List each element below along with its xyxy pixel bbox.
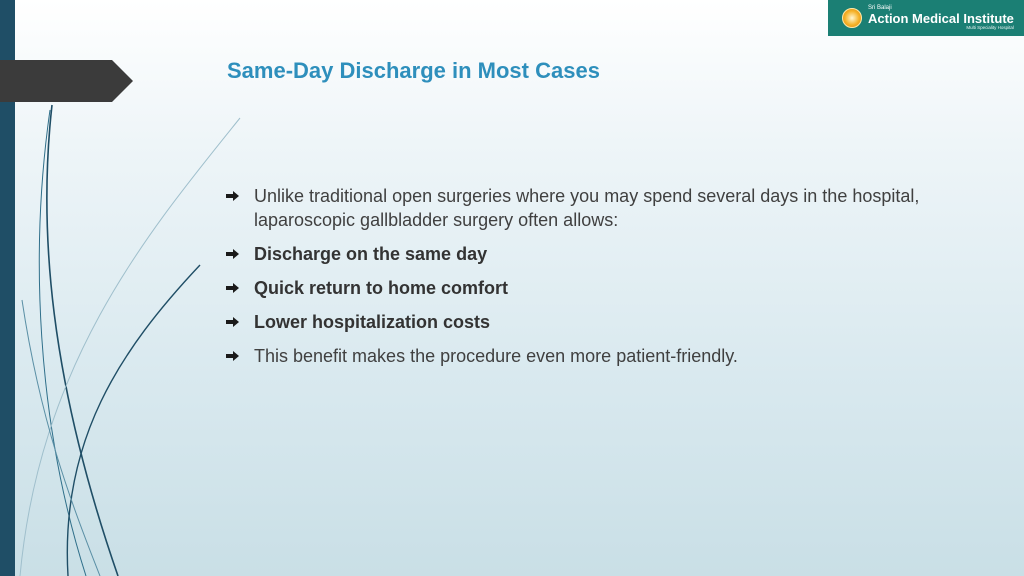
bullet-text: Quick return to home comfort bbox=[254, 278, 509, 298]
bullet-item bbox=[226, 310, 966, 334]
logo-text bbox=[868, 5, 1014, 31]
bullet-item bbox=[226, 276, 966, 300]
arrow-right-icon bbox=[226, 191, 239, 201]
arrow-right-icon bbox=[226, 249, 239, 259]
logo-small-text: Sri Balaji bbox=[868, 5, 892, 12]
slide-title: Same-Day Discharge in Most Cases bbox=[227, 58, 600, 83]
logo-subtitle: Multi Speciality Hospital bbox=[966, 25, 1014, 31]
bullet-item bbox=[226, 184, 966, 232]
sun-emblem-icon bbox=[842, 8, 862, 28]
bullet-text: Lower hospitalization costs bbox=[254, 312, 491, 332]
logo-name: Action Medical Institute bbox=[868, 11, 1014, 27]
bullet-text: Discharge on the same day bbox=[254, 244, 488, 264]
bullet-item bbox=[226, 242, 966, 266]
arrow-right-icon bbox=[226, 317, 239, 327]
arrow-right-icon bbox=[226, 351, 239, 361]
bullet-item bbox=[226, 344, 966, 368]
bullet-text: Unlike traditional open surgeries where you may spend several days in the hospital, laparoscopic gallbladder surgery often allows: bbox=[254, 186, 920, 230]
bullet-list bbox=[226, 184, 966, 378]
arrow-right-icon bbox=[226, 283, 239, 293]
bullet-text: This benefit makes the procedure even more patient-friendly. bbox=[254, 346, 738, 366]
hospital-logo bbox=[828, 0, 1024, 36]
title-tab bbox=[0, 60, 133, 102]
